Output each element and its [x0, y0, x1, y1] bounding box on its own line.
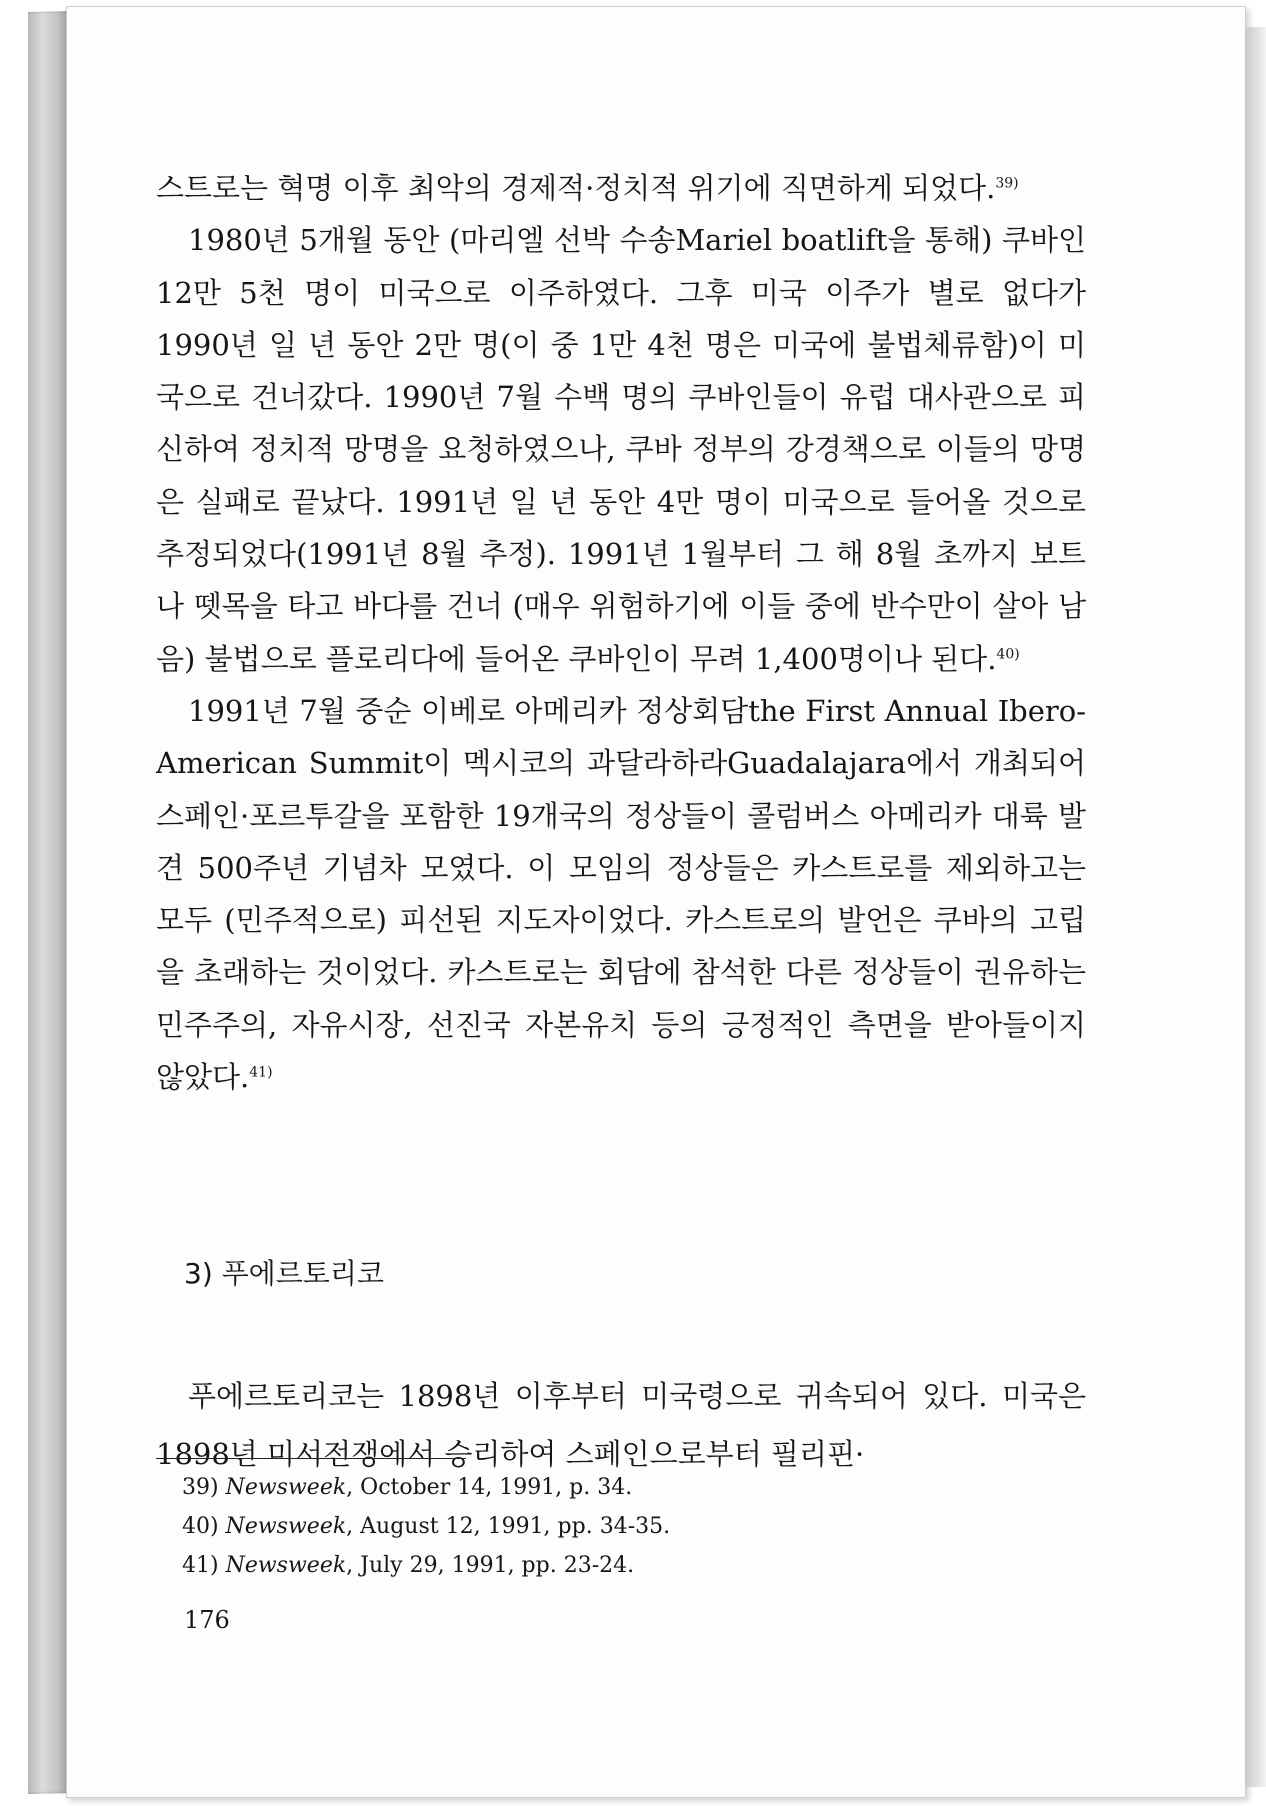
section-paragraph: 푸에르토리코는 1898년 이후부터 미국령으로 귀속되어 있다. 미국은 1898년 미서전쟁에서 승리하여 스페인으로부터 필리핀· [156, 1379, 1086, 1471]
footnote-40 [182, 1507, 1062, 1546]
footnote-divider [156, 1458, 466, 1459]
paragraph-1-text: 스트로는 혁명 이후 최악의 경제적·정치적 위기에 직면하게 되었다. [156, 171, 996, 205]
footnote-ref-39: 39) [995, 175, 1019, 192]
paragraph-3 [156, 685, 1086, 1103]
footnote-ref-41: 41) [249, 1064, 273, 1081]
body-text [156, 162, 1086, 1103]
footnote-source: Newsweek [225, 1514, 347, 1539]
footnote-number: 40) [182, 1514, 219, 1539]
footnote-source: Newsweek [225, 1553, 347, 1578]
footnote-source: Newsweek [225, 1475, 347, 1500]
footnote-ref-40: 40) [996, 646, 1020, 663]
paragraph-2 [156, 214, 1086, 685]
footnote-39 [182, 1468, 1062, 1507]
section-heading: 3) 푸에르토리코 [184, 1257, 384, 1290]
footnote-detail: , October 14, 1991, p. 34. [346, 1475, 633, 1500]
footnote-number: 39) [182, 1475, 219, 1500]
footnote-41 [182, 1546, 1062, 1585]
page-number: 176 [184, 1606, 230, 1634]
footnote-detail: , July 29, 1991, pp. 23-24. [346, 1553, 635, 1578]
book-spine [28, 11, 70, 1794]
page-edge-shadow [1245, 27, 1266, 1787]
footnote-detail: , August 12, 1991, pp. 34-35. [346, 1514, 671, 1539]
paragraph-1 [156, 162, 1086, 214]
footnote-number: 41) [182, 1553, 219, 1578]
paragraph-3-text: 1991년 7월 중순 이베로 아메리카 정상회담the First Annual Ibero-American Summit이 멕시코의 과달라하라Guadalajara에서 개최되어 스페인·포르투갈을 포함한 19개국의 정상들이 콜럼버스 아메리카 대륙 발견 500주년 기념차 모였다. 이 모임의 정상들은 카스트로를 제외하고는 모두 (민주적으로) 피선된 지도자이었다. 카스트로의 발언은 쿠바의 고립을 초래하는 것이었다. 카스트로는 회담에 참석한 다른 정상들이 권유하는 민주주의, 자유시장, 선진국 자본유치 등의 긍정적인 측면을 받아들이지 않았다. [156, 693, 1086, 1095]
paragraph-2-text: 1980년 5개월 동안 (마리엘 선박 수송Mariel boatlift을 통해) 쿠바인 12만 5천 명이 미국으로 이주하였다. 그후 미국 이주가 별로 없다가 1990년 일 년 동안 2만 명(이 중 1만 4천 명은 미국에 불법체류함)이 미국으로 건너갔다. 1990년 7월 수백 명의 쿠바인들이 유럽 대사관으로 피신하여 정치적 망명을 요청하였으나, 쿠바 정부의 강경책으로 이들의 망명은 실패로 끝났다. 1991년 일 년 동안 4만 명이 미국으로 들어올 것으로 추정되었다(1991년 8월 추정). 1991년 1월부터 그 해 8월 초까지 보트나 뗏목을 타고 바다를 건너 (매우 위험하기에 이들 중에 반수만이 살아 남음) 불법으로 플로리다에 들어온 쿠바인이 무려 1,400명이나 된다. [156, 223, 1086, 676]
footnotes [182, 1468, 1062, 1585]
